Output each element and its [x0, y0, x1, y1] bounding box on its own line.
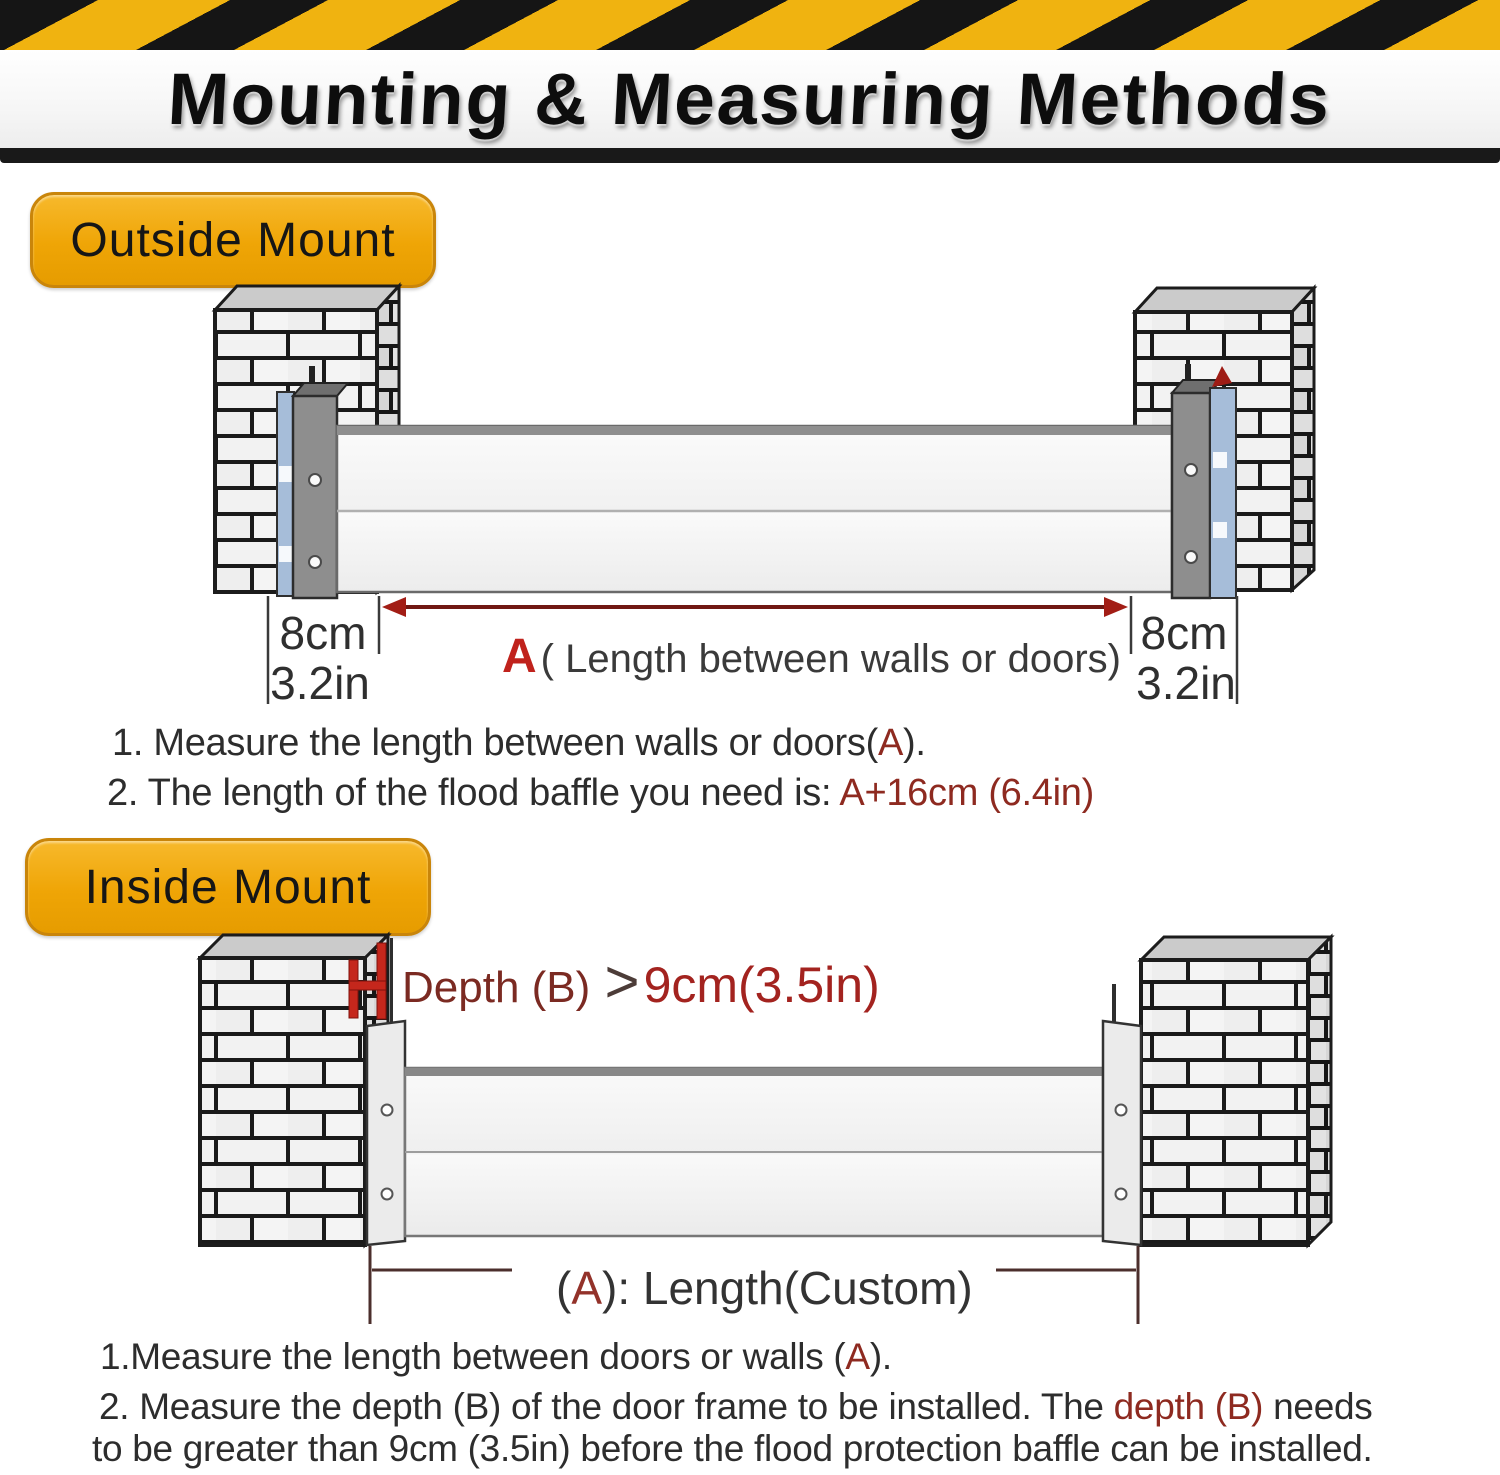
left-overlap-cm: 8cm: [279, 607, 367, 659]
outside-mount-badge-label: Outside Mount: [70, 213, 396, 267]
flood-baffle: [337, 426, 1172, 592]
inside-step-2-line2: [92, 1428, 1373, 1470]
header-divider: [0, 148, 1500, 163]
outside-step-2-highlight: A+16cm (6.4in): [839, 772, 1094, 814]
inside-step-1: [100, 1336, 892, 1378]
greater-than-sign: >: [604, 948, 640, 1015]
left-overlap-in: 3.2in: [270, 657, 370, 709]
depth-annotation: [402, 948, 880, 1015]
inside-step-2-highlight: depth (B): [1113, 1386, 1264, 1427]
page-title: Mounting & Measuring Methods: [166, 58, 1334, 140]
inside-step-2: [99, 1386, 1372, 1428]
depth-annotation-label: Depth (B): [402, 963, 603, 1012]
outside-step-1-suffix: ).: [902, 722, 926, 764]
outside-mount-diagram: [0, 280, 1500, 710]
seal-strip-right: [1210, 366, 1236, 598]
right-overlap-in: 3.2in: [1136, 657, 1236, 709]
length-arrow-label: [502, 630, 1121, 683]
length-arrow: [382, 597, 1128, 617]
length-label-rest: ): Length(Custom): [602, 1262, 973, 1314]
inside-step-1-highlight: A: [845, 1336, 870, 1377]
outside-step-1: [112, 722, 926, 765]
outside-step-2-text: 2. The length of the flood baffle you need is:: [107, 772, 840, 814]
depth-annotation-value: 9cm(3.5in): [643, 957, 880, 1013]
inside-mount-badge-label: Inside Mount: [84, 860, 372, 914]
inside-step-2-text: 2. Measure the depth (B) of the door frame to be installed. The: [99, 1386, 1114, 1427]
inside-step-1-suffix: ).: [869, 1336, 892, 1377]
length-label-a: A: [571, 1262, 603, 1314]
right-overlap-cm: 8cm: [1140, 607, 1228, 659]
outside-step-1-text: 1. Measure the length between walls or doors(: [112, 722, 878, 764]
flood-baffle-inside: [405, 1068, 1103, 1236]
length-dimension-label: [556, 1262, 973, 1314]
inside-mount-badge: [25, 838, 431, 936]
length-label-open: (: [556, 1262, 572, 1314]
outside-step-2: [107, 772, 1094, 815]
title-banner: [0, 50, 1500, 148]
inside-step-2-suffix: needs: [1263, 1386, 1373, 1427]
outside-mount-badge: [30, 192, 436, 288]
channel-bracket-left: [367, 1021, 405, 1245]
caution-tape-stripe: [0, 0, 1500, 50]
length-arrow-label-a: A: [502, 630, 537, 683]
seal-strip-left: [277, 392, 294, 596]
channel-bracket-right: [1103, 984, 1141, 1245]
inside-step-1-text: 1.Measure the length between doors or walls (: [100, 1336, 846, 1377]
brick-pillar-right-inside: [1141, 937, 1331, 1245]
inside-mount-diagram: [0, 930, 1500, 1335]
outside-step-1-highlight: A: [877, 722, 903, 764]
length-arrow-label-rest: ( Length between walls or doors): [540, 637, 1121, 681]
inside-step-2-line2-text: to be greater than 9cm (3.5in) before the flood protection baffle can be installed.: [92, 1428, 1373, 1469]
